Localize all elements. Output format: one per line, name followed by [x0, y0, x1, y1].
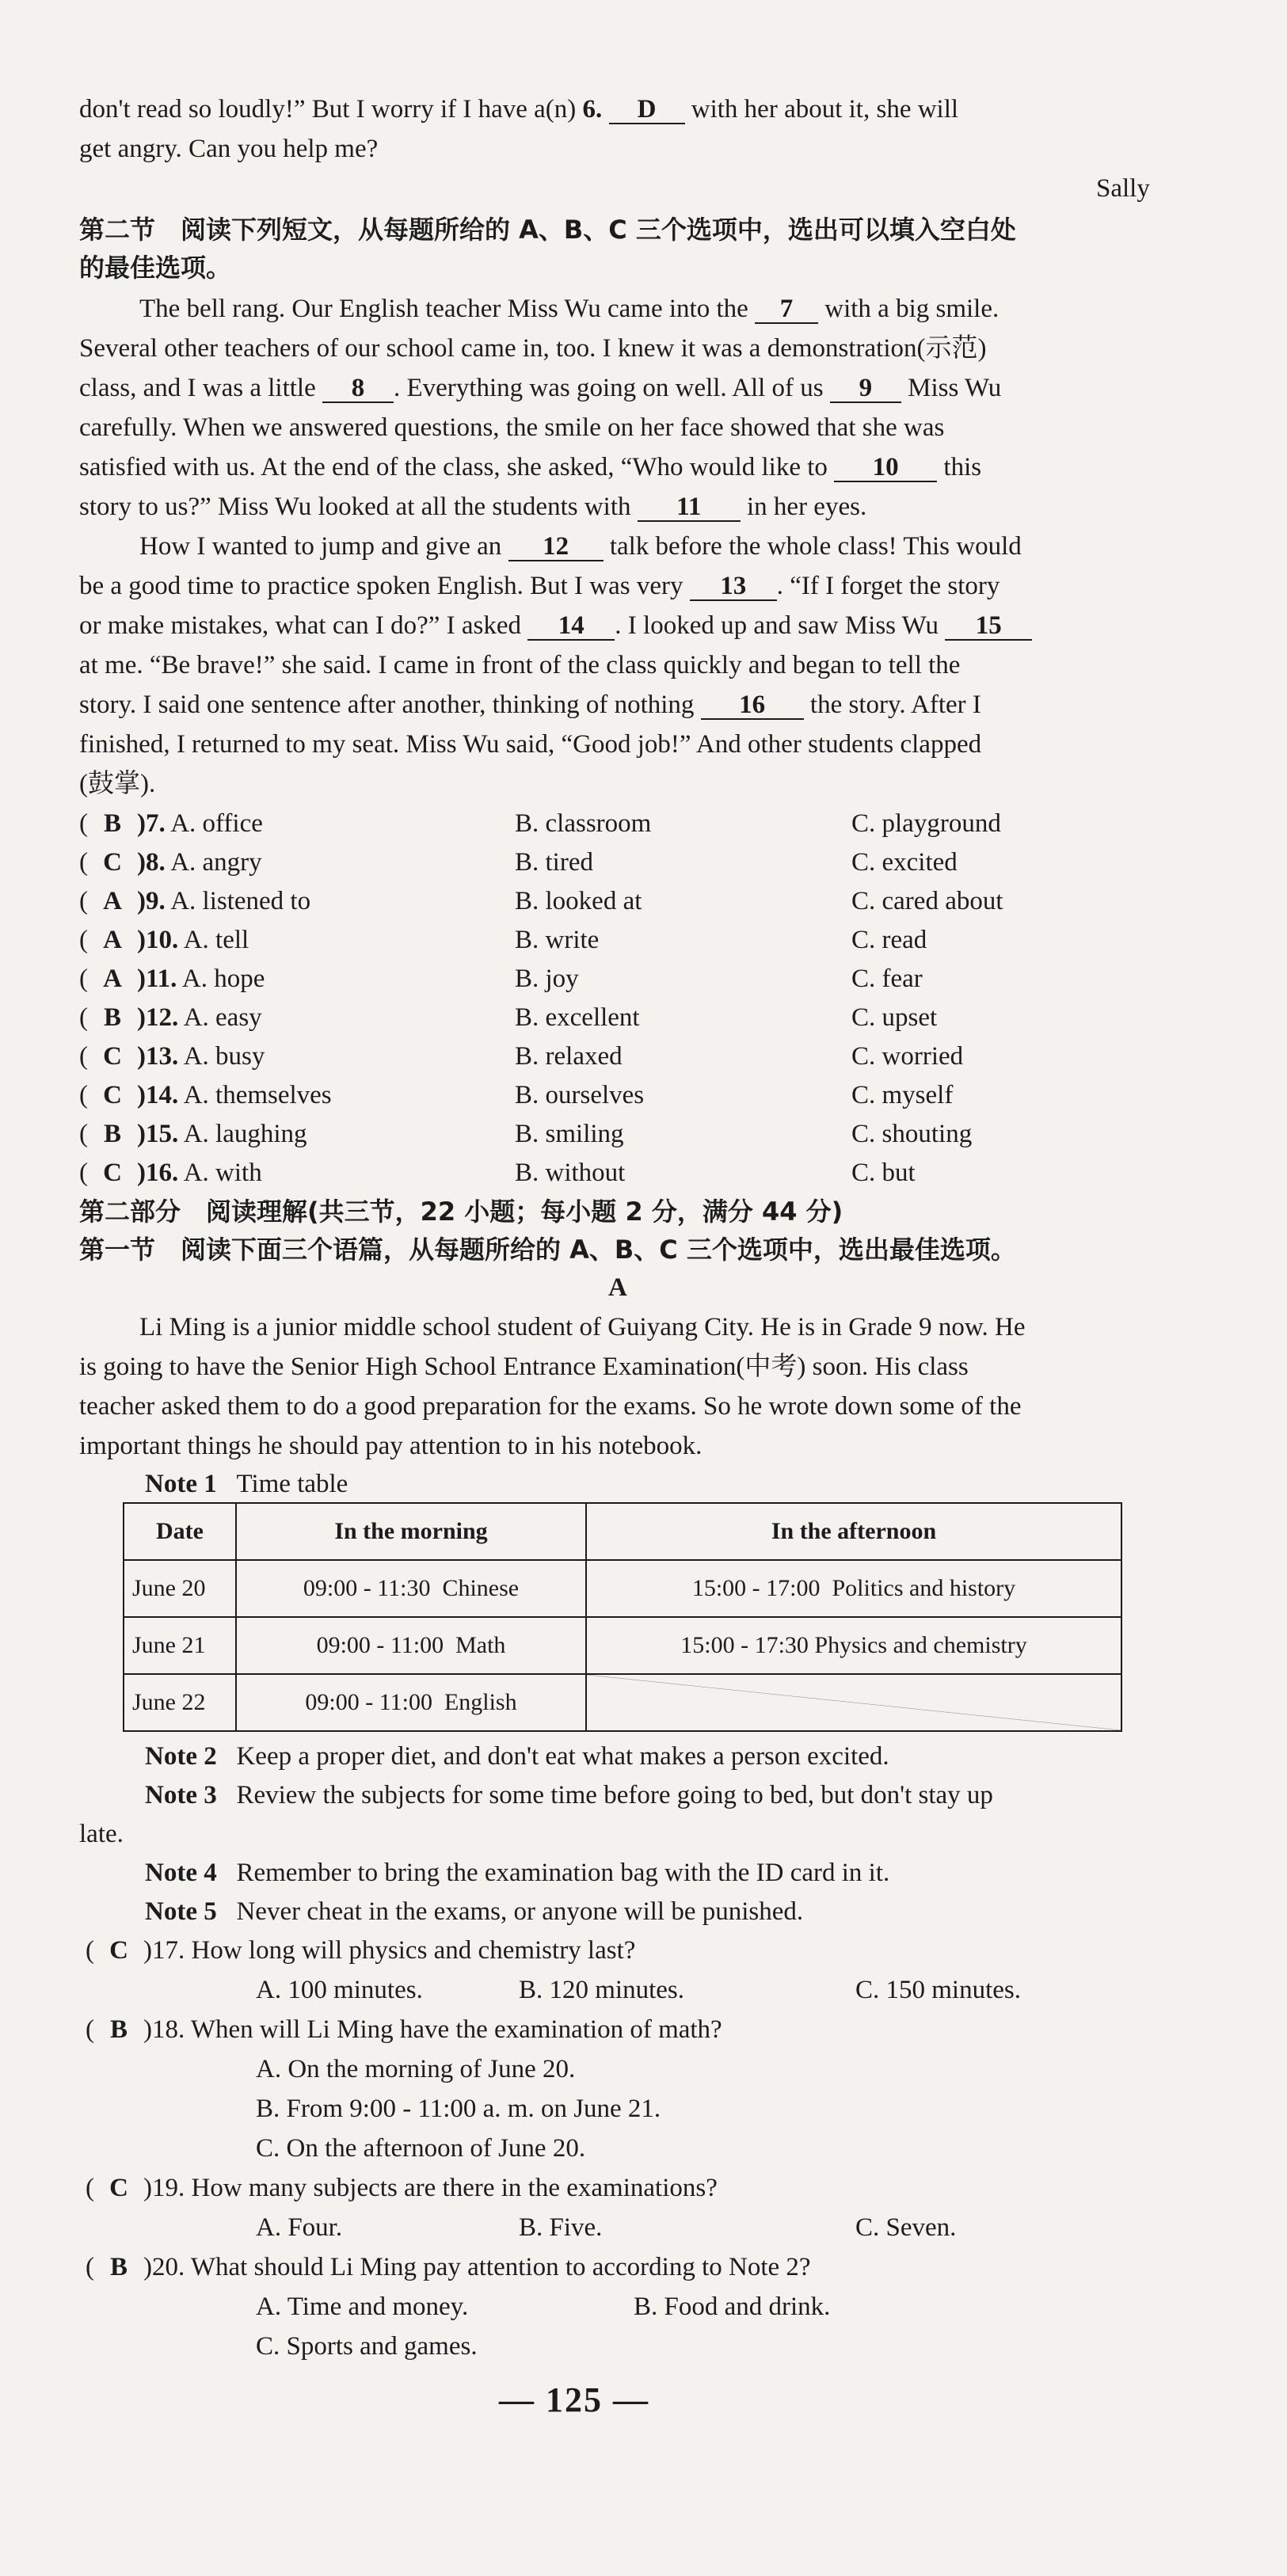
blank-13: 13 — [690, 573, 777, 601]
answer-letter: C — [103, 1081, 122, 1109]
option-a: A. themselves — [183, 1081, 332, 1109]
question-number: 6. — [582, 95, 603, 124]
note-5 — [145, 1896, 803, 1927]
question-stem: )18. When will Li Ming have the examination of math? — [143, 2015, 722, 2044]
option-c: C. shouting — [851, 1120, 973, 1148]
answer-letter: B — [109, 2253, 128, 2281]
option-b: B. From 9:00 - 11:00 a. m. on June 21. — [256, 2095, 661, 2123]
option-a: A. laughing — [183, 1120, 307, 1148]
paragraph-line: (鼓掌). — [79, 770, 156, 798]
option-b: B. smiling — [515, 1120, 624, 1148]
paragraph-line — [79, 610, 1032, 641]
option-b: B. Five. — [519, 2213, 603, 2242]
note-3-cont: late. — [79, 1820, 124, 1848]
option-b: B. write — [515, 926, 600, 954]
cell-afternoon-empty — [586, 1674, 1121, 1731]
text: The bell rang. Our English teacher Miss Wu came into the — [139, 295, 756, 323]
diagonal-strike — [587, 1675, 1121, 1730]
option-b: B. looked at — [515, 887, 642, 915]
option-b: B. relaxed — [515, 1042, 623, 1071]
cell-date: June 22 — [124, 1674, 236, 1731]
answer-letter: B — [109, 2015, 128, 2044]
question-stem: )20. What should Li Ming pay attention to according to Note 2? — [143, 2253, 811, 2281]
text: . Everything was going on well. All of us — [394, 374, 830, 402]
blank-15: 15 — [945, 612, 1032, 641]
answer-letter: B — [103, 1120, 121, 1148]
cell-morning: 09:00 - 11:00 Math — [236, 1617, 586, 1674]
blank-8: 8 — [322, 375, 394, 403]
paragraph-line — [79, 372, 1001, 404]
section-heading: 第二节 阅读下列短文，从每题所给的 A、B、C 三个选项中，选出可以填入空白处 — [79, 215, 1016, 245]
text: satisfied with us. At the end of the class, she asked, “Who would like to — [79, 453, 835, 481]
table-row — [124, 1560, 1121, 1617]
paragraph-line — [79, 451, 981, 483]
note-label: Note 2 — [145, 1742, 217, 1771]
text: be a good time to practice spoken English. But I was very — [79, 572, 690, 600]
option-b: B. ourselves — [515, 1081, 645, 1109]
paragraph-line: important things he should pay attention to in his notebook. — [79, 1432, 703, 1460]
text: in her eyes. — [740, 493, 867, 521]
option-c: C. playground — [851, 809, 1001, 838]
text: . “If I forget the story — [776, 572, 1000, 600]
page-number: — 125 — — [499, 2380, 649, 2419]
answer-letter: A — [103, 965, 122, 993]
text: talk before the whole class! This would — [603, 532, 1022, 561]
text: the story. After I — [803, 691, 981, 719]
option-a: A. busy — [183, 1042, 265, 1071]
option-c: C. cared about — [851, 887, 1003, 915]
answer-letter: A — [103, 887, 122, 915]
note-4 — [145, 1857, 889, 1889]
question-row: ( C )14. A. themselves — [79, 1081, 332, 1109]
option-a: A. Four. — [256, 2213, 343, 2242]
answer-blank-6: D — [609, 96, 685, 124]
option-c: C. fear — [851, 965, 923, 993]
section-heading: 第一节 阅读下面三个语篇，从每题所给的 A、B、C 三个选项中，选出最佳选项。 — [79, 1235, 1016, 1265]
text: this — [937, 453, 982, 481]
paragraph-line — [79, 570, 1000, 602]
question-number: )10. — [137, 926, 179, 954]
question-number: )12. — [137, 1003, 179, 1032]
option-a: A. office — [170, 809, 263, 838]
note-text: Review the subjects for some time before going to bed, but don't stay up — [236, 1781, 993, 1809]
question-18: ( B )18. When will Li Ming have the examination of math? — [86, 2015, 722, 2044]
question-row: ( B )7. A. office — [79, 809, 263, 838]
text: How I wanted to jump and give an — [139, 532, 508, 561]
blank-10: 10 — [834, 454, 937, 482]
option-a: A. angry — [170, 848, 262, 877]
question-17: ( C )17. How long will physics and chemistry last? — [86, 1936, 636, 1965]
option-a: A. Time and money. — [256, 2293, 469, 2321]
option-c: C. read — [851, 926, 927, 954]
text: don't read so loudly!” But I worry if I have a(n) — [79, 95, 583, 124]
letter-signature: Sally — [1096, 174, 1150, 203]
cell-date: June 21 — [124, 1617, 236, 1674]
answer-letter: C — [103, 1042, 122, 1071]
blank-11: 11 — [638, 493, 741, 522]
note-label: Note 4 — [145, 1859, 217, 1887]
note-title: Time table — [236, 1470, 348, 1498]
option-b: B. classroom — [515, 809, 652, 838]
question-number: )8. — [137, 848, 166, 877]
question-row: ( A )11. A. hope — [79, 965, 265, 993]
blank-7: 7 — [755, 295, 818, 324]
answer-letter: C — [103, 848, 122, 877]
cell-afternoon: 15:00 - 17:00 Politics and history — [586, 1560, 1121, 1617]
option-b: B. without — [515, 1159, 626, 1187]
answer-letter: A — [103, 926, 122, 954]
timetable — [123, 1502, 1122, 1732]
part-heading: 第二部分 阅读理解(共三节，22 小题；每小题 2 分，满分 44 分) — [79, 1197, 843, 1227]
answer-letter: C — [109, 1936, 128, 1965]
question-number: )9. — [137, 887, 166, 915]
paragraph-line — [139, 531, 1022, 562]
paragraph-line: finished, I returned to my seat. Miss Wu said, “Good job!” And other students clapped — [79, 730, 982, 759]
option-a: A. 100 minutes. — [256, 1976, 423, 2004]
note-1-heading — [145, 1468, 348, 1500]
table-row — [124, 1674, 1121, 1731]
paragraph-line: at me. “Be brave!” she said. I came in front of the class quickly and began to tell the — [79, 651, 961, 679]
text: with her about it, she will — [684, 95, 959, 124]
column-header: In the morning — [236, 1503, 586, 1560]
option-c: C. 150 minutes. — [855, 1976, 1022, 2004]
paragraph-line: Several other teachers of our school came in, too. I knew it was a demonstration(示范) — [79, 334, 987, 363]
answer-letter: C — [103, 1159, 122, 1187]
option-a: A. On the morning of June 20. — [256, 2055, 576, 2083]
question-row: ( A )10. A. tell — [79, 926, 249, 954]
option-b: B. excellent — [515, 1003, 640, 1032]
paragraph-line: teacher asked them to do a good preparation for the exams. So he wrote down some of the — [79, 1392, 1022, 1421]
text: or make mistakes, what can I do?” I asked — [79, 611, 528, 640]
section-heading-cont: 的最佳选项。 — [79, 253, 232, 283]
question-row: ( B )12. A. easy — [79, 1003, 262, 1032]
blank-12: 12 — [508, 533, 604, 561]
text: with a big smile. — [818, 295, 1000, 323]
option-a: A. easy — [183, 1003, 262, 1032]
option-c: C. myself — [851, 1081, 954, 1109]
paragraph-line — [79, 689, 981, 721]
question-20: ( B )20. What should Li Ming pay attention to according to Note 2? — [86, 2253, 811, 2281]
column-header: Date — [124, 1503, 236, 1560]
question-row: ( C )8. A. angry — [79, 848, 262, 877]
paragraph-line: Li Ming is a junior middle school student of Guiyang City. He is in Grade 9 now. He — [139, 1313, 1026, 1341]
question-number: )14. — [137, 1081, 179, 1109]
note-text: Keep a proper diet, and don't eat what makes a person excited. — [236, 1742, 889, 1771]
note-3 — [145, 1779, 993, 1811]
blank-14: 14 — [527, 612, 615, 641]
option-b: B. joy — [515, 965, 579, 993]
text: story. I said one sentence after another, thinking of nothing — [79, 691, 701, 719]
option-c: C. Seven. — [855, 2213, 957, 2242]
option-a: A. tell — [183, 926, 249, 954]
cell-afternoon: 15:00 - 17:30 Physics and chemistry — [586, 1617, 1121, 1674]
note-text: Remember to bring the examination bag with the ID card in it. — [236, 1859, 890, 1887]
note-text: Never cheat in the exams, or anyone will be punished. — [236, 1897, 804, 1926]
passage-letter: A — [608, 1273, 627, 1302]
blank-16: 16 — [701, 691, 804, 720]
table-header-row — [124, 1503, 1121, 1560]
cell-date: June 20 — [124, 1560, 236, 1617]
option-a: A. hope — [181, 965, 265, 993]
intro-line-1 — [79, 93, 958, 125]
question-number: )7. — [137, 809, 166, 838]
text: story to us?” Miss Wu looked at all the students with — [79, 493, 638, 521]
note-label: Note 3 — [145, 1781, 217, 1809]
option-a: A. with — [183, 1159, 262, 1187]
text: Miss Wu — [901, 374, 1002, 402]
option-c: C. but — [851, 1159, 916, 1187]
option-c: C. On the afternoon of June 20. — [256, 2134, 586, 2163]
question-number: )15. — [137, 1120, 179, 1148]
text: class, and I was a little — [79, 374, 322, 402]
question-stem: )19. How many subjects are there in the examinations? — [143, 2174, 718, 2202]
note-label: Note 5 — [145, 1897, 217, 1926]
answer-letter: B — [103, 809, 121, 838]
note-2 — [145, 1741, 889, 1772]
question-number: )13. — [137, 1042, 179, 1071]
column-header: In the afternoon — [586, 1503, 1121, 1560]
paragraph-line: carefully. When we answered questions, the smile on her face showed that she was — [79, 413, 945, 442]
paragraph-line — [139, 293, 999, 325]
option-b: B. 120 minutes. — [519, 1976, 685, 2004]
question-number: )16. — [137, 1159, 179, 1187]
question-stem: )17. How long will physics and chemistry last? — [143, 1936, 636, 1965]
paragraph-line — [79, 491, 866, 523]
option-b: B. Food and drink. — [634, 2293, 831, 2321]
table-row — [124, 1617, 1121, 1674]
intro-line-2: get angry. Can you help me? — [79, 135, 379, 163]
text: . I looked up and saw Miss Wu — [615, 611, 946, 640]
question-row: ( C )13. A. busy — [79, 1042, 265, 1071]
question-19: ( C )19. How many subjects are there in the examinations? — [86, 2174, 718, 2202]
question-number: )11. — [137, 965, 177, 993]
answer-letter: C — [109, 2174, 128, 2202]
option-b: B. tired — [515, 848, 593, 877]
question-row: ( A )9. A. listened to — [79, 887, 311, 915]
note-label: Note 1 — [145, 1470, 217, 1498]
question-row: ( B )15. A. laughing — [79, 1120, 307, 1148]
cell-morning: 09:00 - 11:00 English — [236, 1674, 586, 1731]
option-c: C. upset — [851, 1003, 938, 1032]
question-row: ( C )16. A. with — [79, 1159, 262, 1187]
option-c: C. worried — [851, 1042, 964, 1071]
blank-9: 9 — [830, 375, 901, 403]
option-c: C. Sports and games. — [256, 2332, 478, 2361]
paragraph-line: is going to have the Senior High School Entrance Examination(中考) soon. His class — [79, 1353, 969, 1381]
cell-morning: 09:00 - 11:30 Chinese — [236, 1560, 586, 1617]
option-a: A. listened to — [170, 887, 311, 915]
answer-letter: B — [103, 1003, 121, 1032]
option-c: C. excited — [851, 848, 958, 877]
